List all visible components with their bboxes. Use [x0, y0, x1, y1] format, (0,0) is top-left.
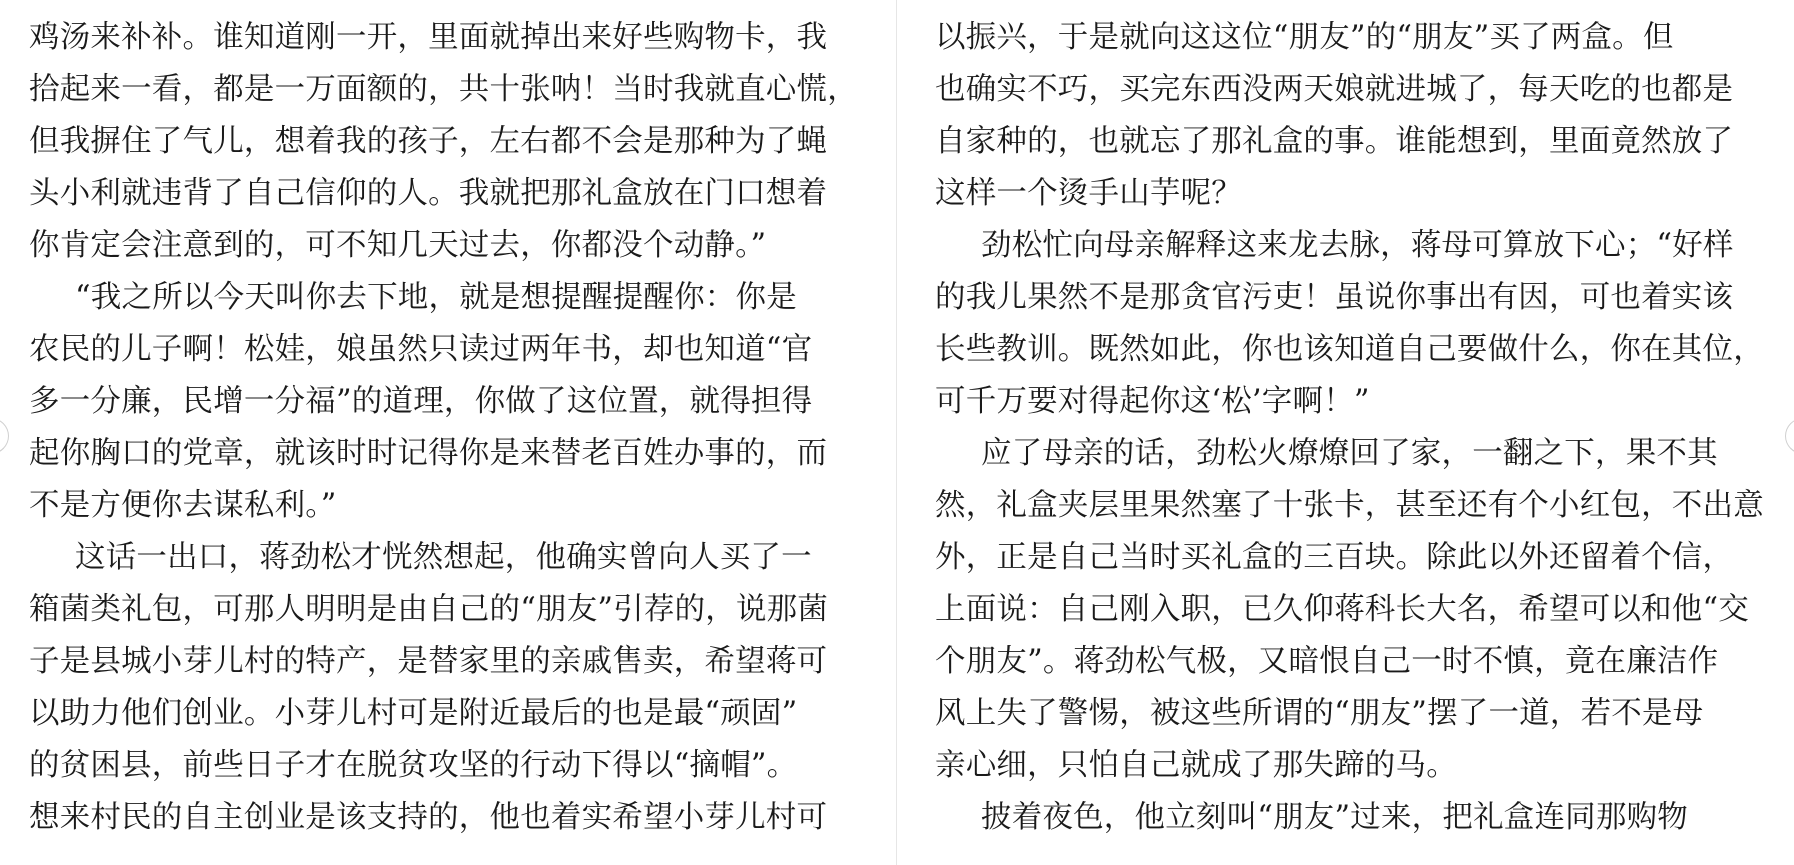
text-line: 也确实不巧，买完东西没两天娘就进城了，每天吃的也都是 — [935, 72, 1734, 107]
text-line: 拾起来一看，都是一万面额的，共十张呐！当时我就直心慌， — [29, 72, 858, 107]
text-line: 上面说：自己刚入职，已久仰蒋科长大名，希望可以和他“交 — [935, 592, 1749, 627]
text-line: 子是县城小芽儿村的特产，是替家里的亲戚售卖，希望蒋可 — [29, 644, 828, 679]
text-line: 风上失了警惕，被这些所谓的“朋友”摆了一道，若不是母 — [935, 696, 1704, 731]
text-line: 不是方便你去谋私利。” — [29, 488, 337, 523]
paragraph-start-line: 披着夜色，他立刻叫“朋友”过来，把礼盒连同那购物 — [981, 800, 1688, 835]
text-line: 但我摒住了气儿，想着我的孩子，左右都不会是那种为了蝇 — [29, 124, 828, 159]
text-line: 的贫困县，前些日子才在脱贫攻坚的行动下得以“摘帽”。 — [29, 748, 798, 783]
text-line: 亲心细，只怕自己就成了那失蹄的马。 — [935, 748, 1457, 783]
text-line: 箱菌类礼包，可那人明明是由自己的“朋友”引荐的，说那菌 — [29, 592, 829, 627]
text-line: 农民的儿子啊！松娃，娘虽然只读过两年书，却也知道“官 — [29, 332, 813, 367]
right-page — [897, 0, 1794, 865]
text-line: 多一分廉，民增一分福”的道理，你做了这位置，就得担得 — [29, 384, 813, 419]
text-line: 起你胸口的党章，就该时时记得你是来替老百姓办事的，而 — [29, 436, 828, 471]
text-line: 长些教训。既然如此，你也该知道自己要做什么，你在其位， — [935, 332, 1764, 367]
text-line: 这样一个烫手山芋呢？ — [935, 176, 1242, 211]
text-line: 以助力他们创业。小芽儿村可是附近最后的也是最“顽固” — [29, 696, 798, 731]
text-line: 的我儿果然不是那贪官污吏！虽说你事出有因，可也着实该 — [935, 280, 1734, 315]
text-line: 头小利就违背了自己信仰的人。我就把那礼盒放在门口想着 — [29, 176, 828, 211]
text-line: 个朋友”。蒋劲松气极，又暗恨自己一时不慎，竟在廉洁作 — [935, 644, 1719, 679]
text-line: 然，礼盒夹层里果然塞了十张卡，甚至还有个小红包，不出意 — [935, 488, 1764, 523]
text-line: 以振兴，于是就向这这位“朋友”的“朋友”买了两盒。但 — [935, 20, 1674, 55]
paragraph-start-line: 劲松忙向母亲解释这来龙去脉，蒋母可算放下心；“好样 — [981, 228, 1734, 263]
paragraph-start-line: 这话一出口，蒋劲松才恍然想起，他确实曾向人买了一 — [75, 540, 812, 575]
paragraph-start-line: “我之所以今天叫你去下地，就是想提醒提醒你：你是 — [75, 280, 797, 315]
text-line: 想来村民的自主创业是该支持的，他也着实希望小芽儿村可 — [29, 800, 828, 835]
text-line: 可千万要对得起你这‘松’字啊！” — [935, 384, 1370, 419]
text-line: 鸡汤来补补。谁知道刚一开，里面就掉出来好些购物卡，我 — [29, 20, 828, 55]
text-line: 自家种的，也就忘了那礼盒的事。谁能想到，里面竟然放了 — [935, 124, 1734, 159]
text-line: 你肯定会注意到的，可不知几天过去，你都没个动静。” — [29, 228, 767, 263]
paragraph-start-line: 应了母亲的话，劲松火燎燎回了家，一翻之下，果不其 — [981, 436, 1718, 471]
text-line: 外，正是自己当时买礼盒的三百块。除此以外还留着个信， — [935, 540, 1734, 575]
